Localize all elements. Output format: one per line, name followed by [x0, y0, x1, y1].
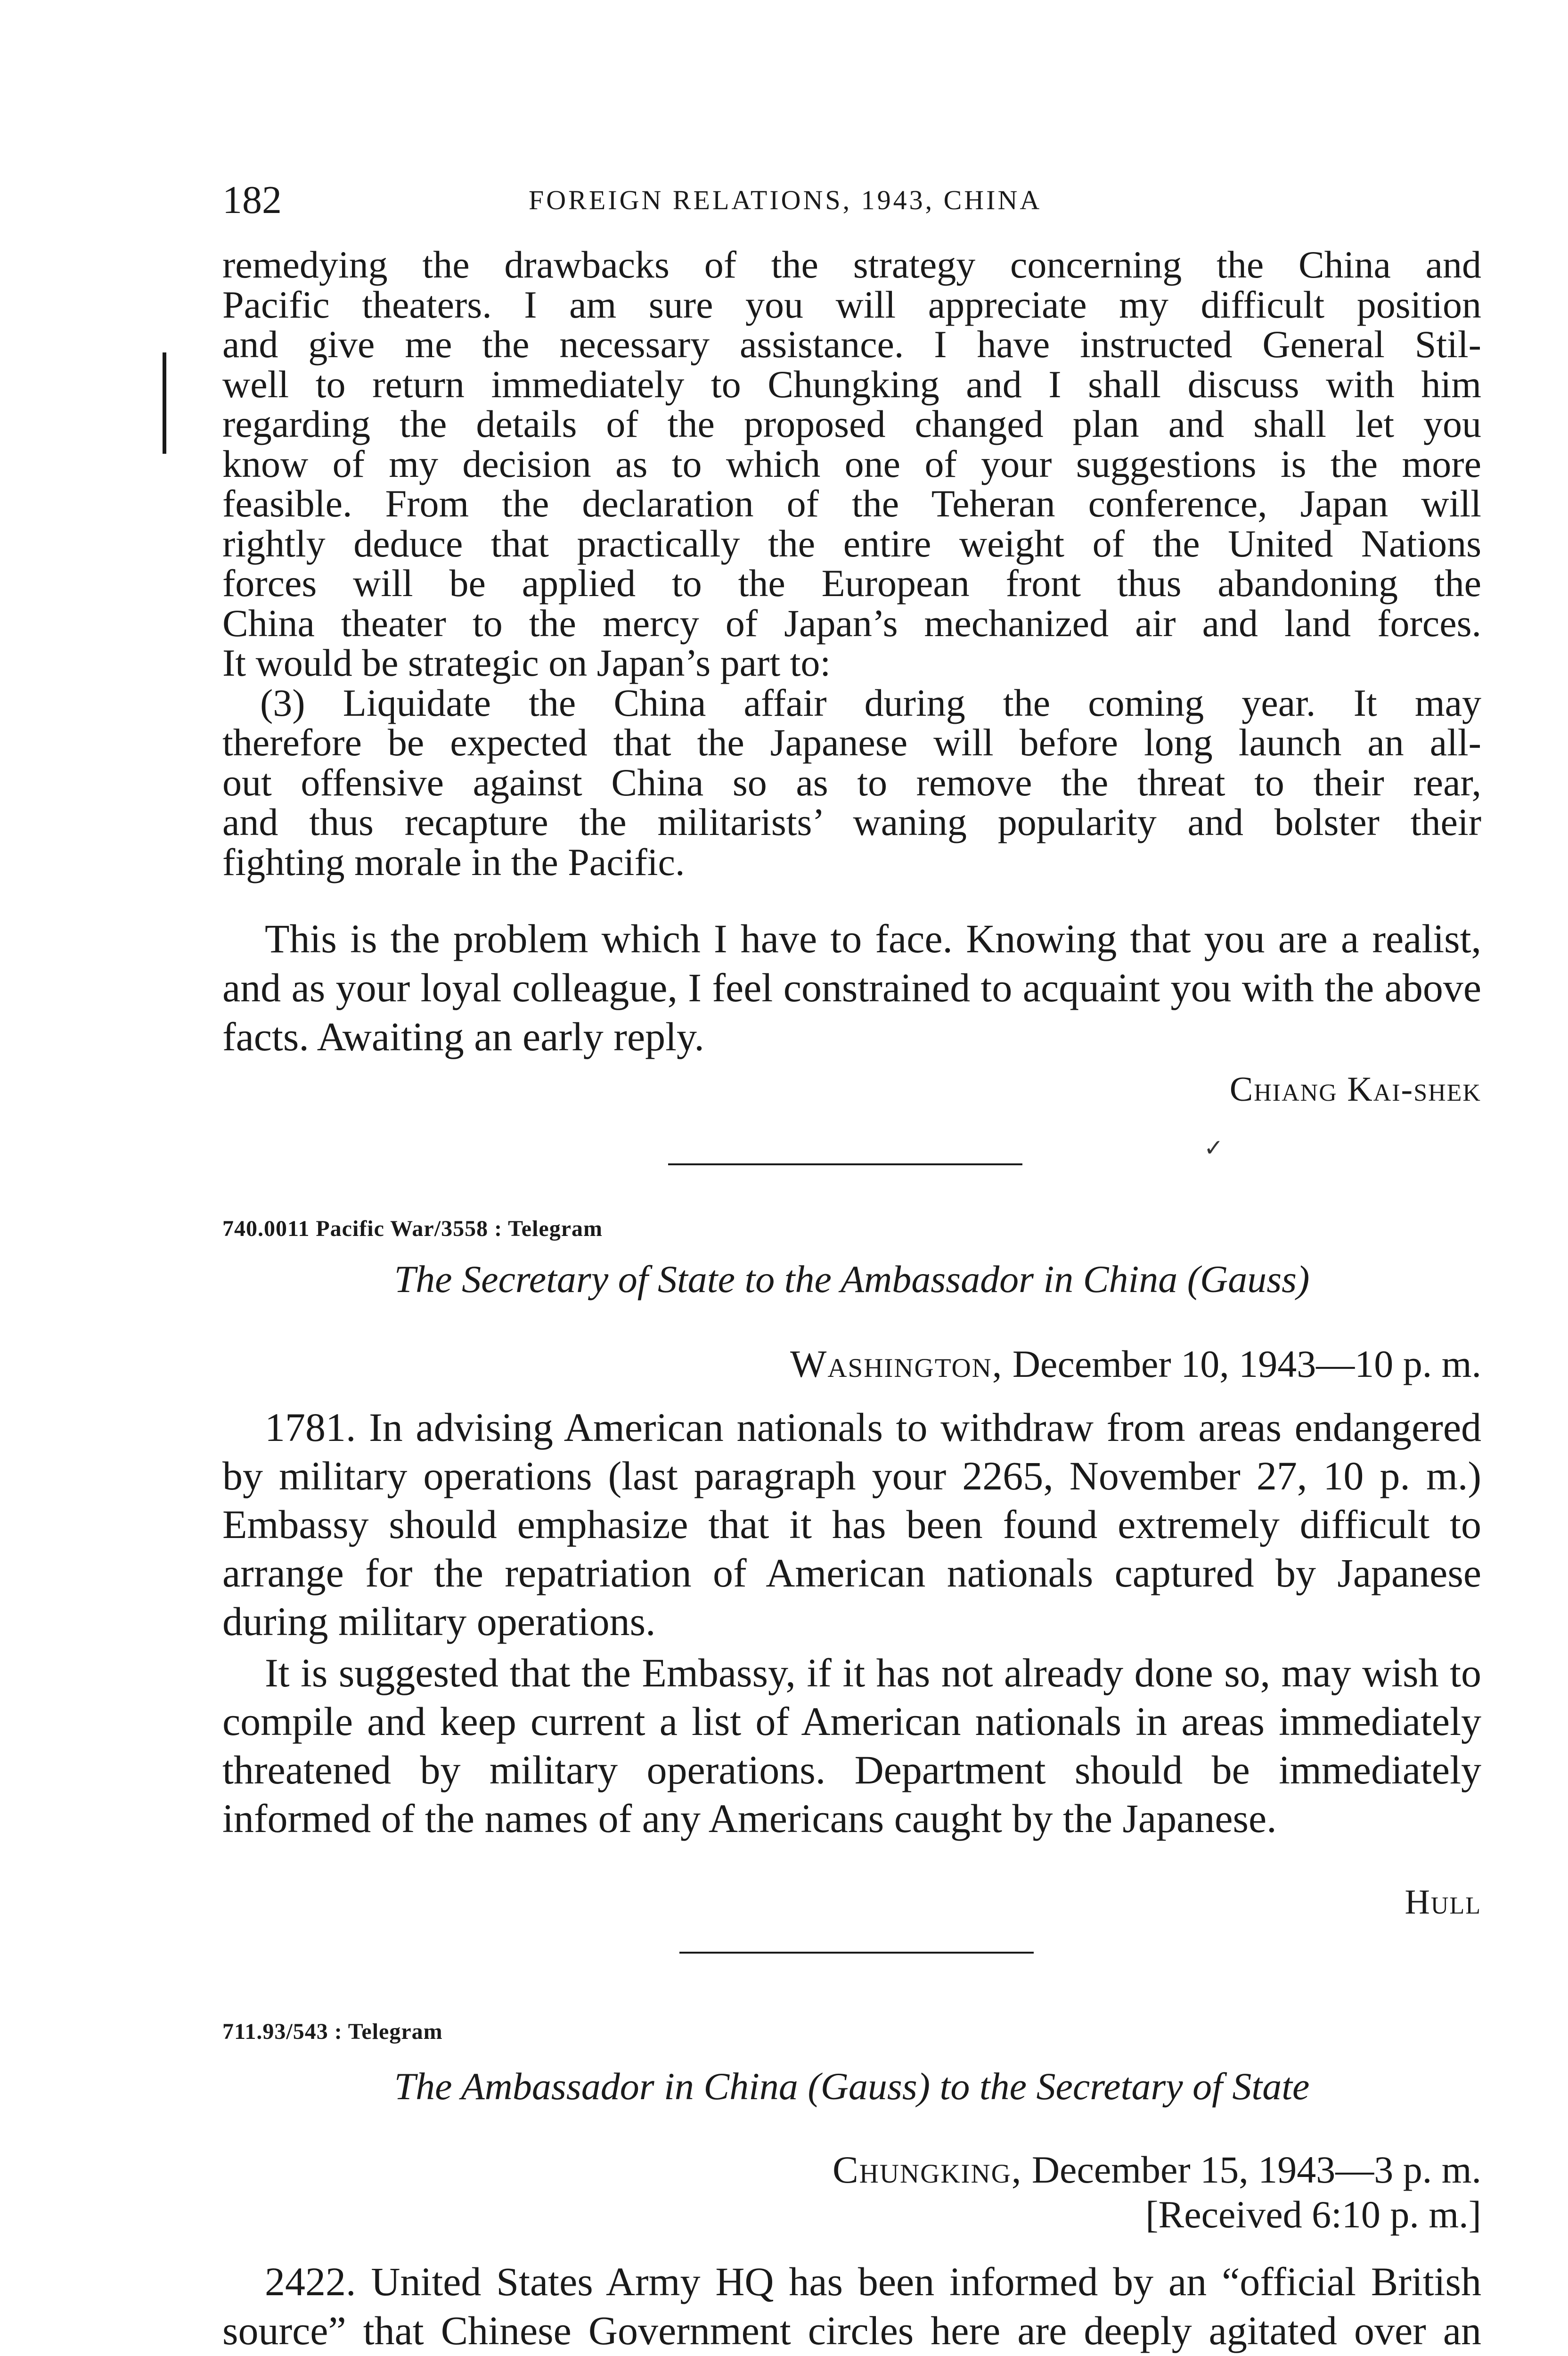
text-line: feasible. From the declaration of the Teheran conference, Japan will: [222, 482, 1481, 525]
letter-closing: [222, 914, 1481, 1061]
text-line: therefore be expected that the Japanese will before long launch an all-: [222, 721, 1481, 764]
text-line: and thus recapture the militarists’ waning popularity and bolster their: [222, 801, 1481, 843]
telegram-body: [222, 1403, 1481, 1843]
text-line: (3) Liquidate the China affair during the coming year. It may: [260, 681, 1481, 724]
text-line: well to return immediately to Chungking and I shall discuss with him: [222, 362, 1481, 406]
telegram-paragraph: [222, 2257, 1481, 2356]
page-header: [222, 174, 1481, 226]
received-note: [Received 6:10 p. m.]: [1145, 2193, 1481, 2236]
text-line: China theater to the mercy of Japan’s mechanized air and land forces.: [222, 601, 1481, 645]
text-line: out offensive against China so as to remove the threat to their rear,: [222, 761, 1481, 804]
dateline-date: December 10, 1943—10 p. m.: [1012, 1342, 1481, 1385]
text-line: fighting morale in the Pacific.: [222, 840, 685, 884]
document-title: The Ambassador in China (Gauss) to the Secretary of State: [394, 2065, 1310, 2108]
dateline: [790, 1341, 1481, 1388]
section-divider: [679, 1952, 1034, 1954]
telegram-paragraph: It is suggested that the Embassy, if it has not already done so, may wish to compile and keep current a list of American nationals in areas immediately threatened by military operations. Department should be immediately informed of the names of any Americans caught by the Japanese.: [222, 1650, 1481, 1841]
dateline-place: Chungking,: [833, 2148, 1022, 2191]
handwritten-check-mark: ✓: [1204, 1135, 1224, 1161]
running-head: FOREIGN RELATIONS, 1943, CHINA: [529, 185, 1042, 215]
telegram-paragraph: 1781. In advising American nationals to withdraw from areas endangered by military operations (last paragraph your 2265, November 27, 10 p. m.) Embassy should emphasize that it has been found extremely difficult to arrange for the repatriation of American nationals captured by Japanese during military operations.: [222, 1405, 1481, 1644]
text-line: It would be strategic on Japan’s part to:: [222, 641, 831, 684]
dateline-place: Washington,: [790, 1342, 1003, 1385]
text-line: rightly deduce that practically the entire weight of the United Nations: [222, 522, 1481, 565]
file-number: 711.93/543 : Telegram: [222, 2019, 443, 2044]
dateline: [833, 2146, 1481, 2193]
signature-hull: Hull: [1405, 1883, 1481, 1922]
signature-chiang: Chiang Kai-shek: [1229, 1070, 1481, 1109]
closing-paragraph: This is the problem which I have to face. Knowing that you are a realist, and as your loyal colleague, I feel constrained to acquaint you with the above facts. Awaiting an early reply.: [222, 916, 1481, 1059]
text-line: remedying the drawbacks of the strategy concerning the China and: [222, 243, 1481, 286]
telegram-paragraph-text: 2422. United States Army HQ has been informed by an “official British source” that Chinese Government circles here are deeply agitated over an: [222, 2259, 1481, 2353]
text-line: and give me the necessary assistance. I have instructed General Stil-: [222, 323, 1481, 366]
text-line: regarding the details of the proposed changed plan and shall let you: [222, 402, 1481, 445]
telegram-body: [222, 2257, 1481, 2356]
document-title: The Secretary of State to the Ambassador in China (Gauss): [394, 1258, 1310, 1301]
letter-continuation-text: [222, 245, 1481, 882]
dateline-date: December 15, 1943—3 p. m.: [1031, 2148, 1481, 2191]
letter-continuation: [222, 245, 1481, 882]
file-number: 740.0011 Pacific War/3558 : Telegram: [222, 1216, 603, 1241]
margin-mark: [163, 352, 166, 454]
section-divider: [668, 1163, 1022, 1165]
text-line: forces will be applied to the European front thus abandoning the: [222, 562, 1481, 605]
text-line: Pacific theaters. I am sure you will appreciate my difficult position: [222, 283, 1481, 326]
page-number: 182: [222, 178, 282, 222]
text-line: know of my decision as to which one of your suggestions is the more: [222, 442, 1481, 485]
